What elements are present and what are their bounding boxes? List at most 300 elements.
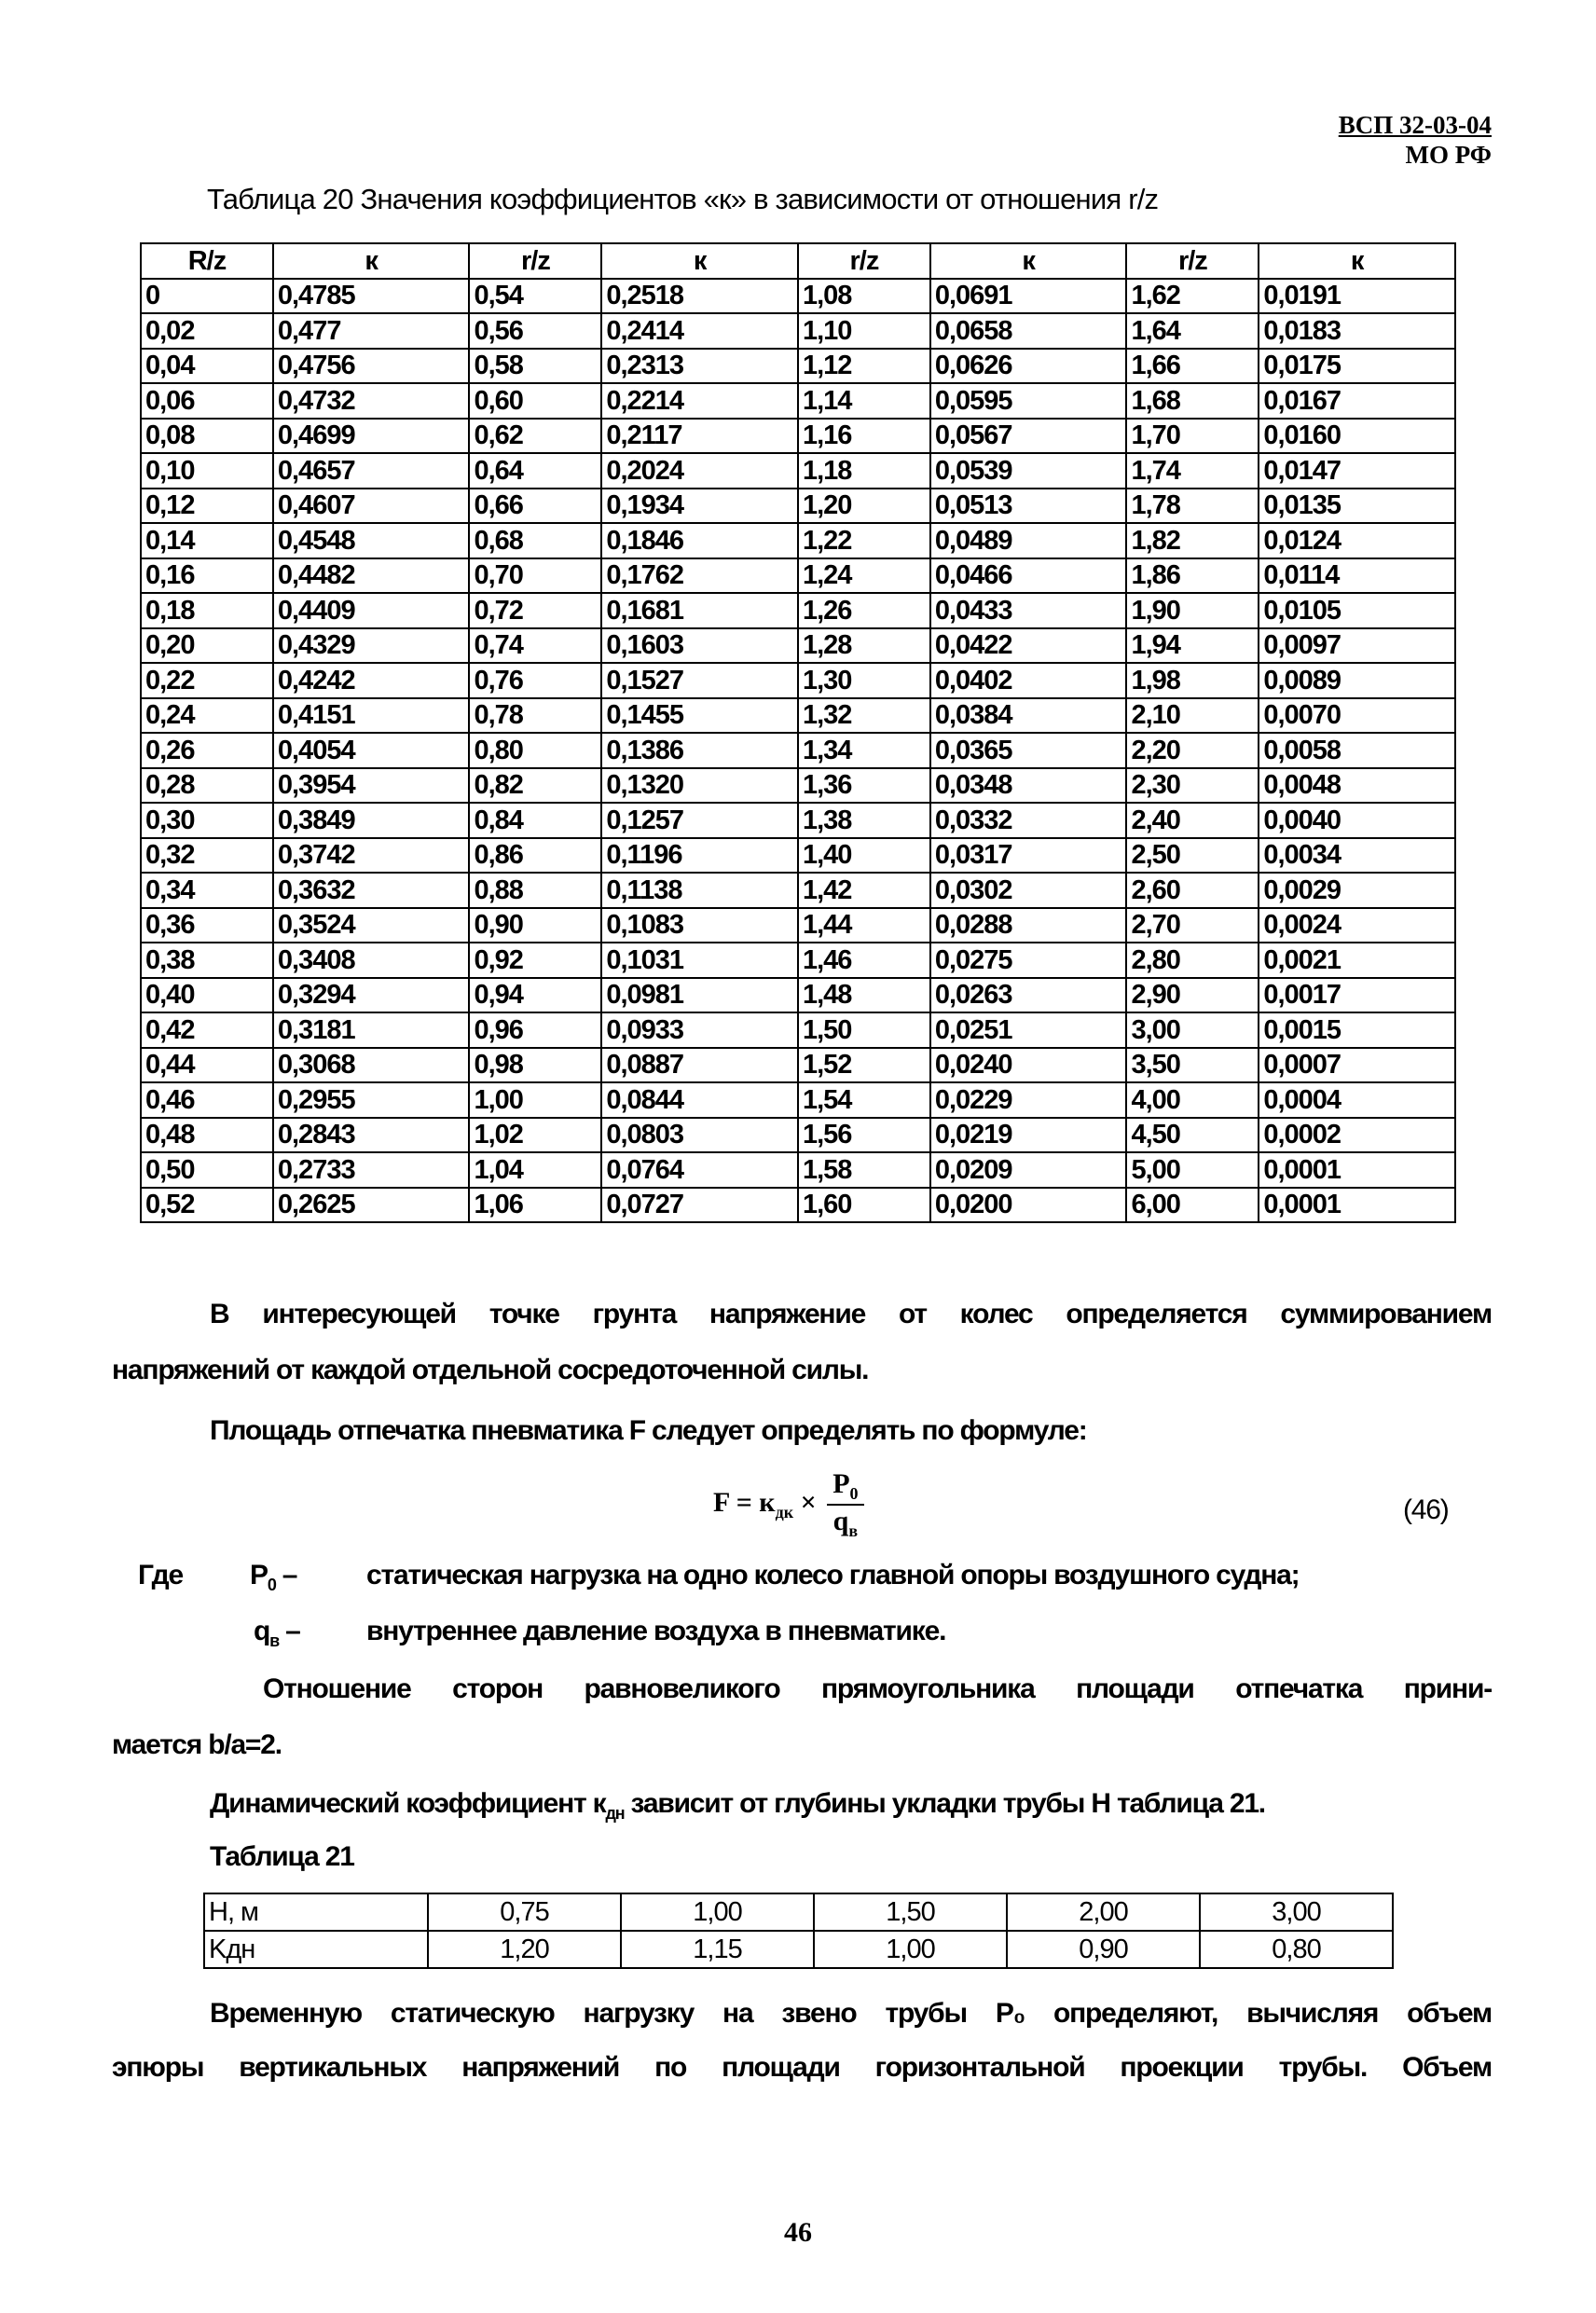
table-cell: 0,4409 [273, 593, 470, 628]
table-row [141, 593, 1455, 628]
table-row [141, 1118, 1455, 1153]
table-cell: 0,32 [141, 838, 273, 874]
table-cell: 0,0466 [930, 558, 1127, 594]
table-row [141, 523, 1455, 558]
table-cell: 0,42 [141, 1012, 273, 1048]
symbol-sub: в [269, 1631, 280, 1650]
table-cell: 1,32 [798, 698, 930, 734]
table-cell: 0,4151 [273, 698, 470, 734]
table-row [141, 1048, 1455, 1083]
table-cell: 1,18 [798, 453, 930, 489]
table-cell: 0,4732 [273, 383, 470, 419]
formula-numerator: P [832, 1468, 850, 1499]
table-cell: 0,0422 [930, 628, 1127, 664]
table-cell: 0,14 [141, 523, 273, 558]
table20-title: Таблица 20 Значения коэффициентов «к» в зависимости от отношения r/z [207, 183, 1159, 215]
table-cell: 0,0160 [1259, 419, 1455, 454]
table-cell: 0,0844 [601, 1082, 798, 1118]
where-text-qv: внутреннее давление воздуха в пневматике. [366, 1616, 946, 1646]
table-cell: 4,50 [1126, 1118, 1259, 1153]
subscript: дн [605, 1804, 625, 1823]
table-cell: 1,94 [1126, 628, 1259, 664]
table-row [141, 978, 1455, 1013]
table-cell: 0,0029 [1259, 873, 1455, 908]
table-cell: 0,02 [141, 313, 273, 349]
table-cell: 0,80 [469, 733, 601, 768]
table-cell: 0,3742 [273, 838, 470, 874]
table-cell: 0,0764 [601, 1152, 798, 1188]
table-cell: 0,0040 [1259, 803, 1455, 838]
table-cell: 0,38 [141, 943, 273, 978]
table-cell: 0,3068 [273, 1048, 470, 1083]
table-cell: 0,477 [273, 313, 470, 349]
table-cell: 0,0803 [601, 1118, 798, 1153]
table-cell: 0 [141, 279, 273, 314]
table-cell: 0,0209 [930, 1152, 1127, 1188]
formula-denominator: q [832, 1506, 849, 1536]
table-cell: 0,64 [469, 453, 601, 489]
table-cell: 1,38 [798, 803, 930, 838]
table-cell: 0,2313 [601, 349, 798, 384]
table-cell: 0,66 [469, 489, 601, 524]
table-cell: 0,58 [469, 349, 601, 384]
table-cell: 1,06 [469, 1188, 601, 1223]
table-cell: 0,1527 [601, 663, 798, 698]
table-cell: 1,74 [1126, 453, 1259, 489]
table-cell: 0,0240 [930, 1048, 1127, 1083]
table-cell: 0,04 [141, 349, 273, 384]
table-cell: 0,0489 [930, 523, 1127, 558]
table-row [141, 838, 1455, 874]
table-row [141, 873, 1455, 908]
table-cell: Kдн [204, 1931, 428, 1968]
table-cell: 0,2625 [273, 1188, 470, 1223]
table-cell: 0,75 [428, 1893, 621, 1931]
table-cell: 0,0175 [1259, 349, 1455, 384]
table-cell: 0,1846 [601, 523, 798, 558]
column-header: r/z [469, 243, 601, 279]
table-cell: 1,28 [798, 628, 930, 664]
table-cell: 0,92 [469, 943, 601, 978]
table-cell: 0,06 [141, 383, 273, 419]
table-cell: 1,00 [621, 1893, 814, 1931]
table-cell: 2,20 [1126, 733, 1259, 768]
table-row [141, 943, 1455, 978]
table-cell: 1,15 [621, 1931, 814, 1968]
table-cell: 0,0105 [1259, 593, 1455, 628]
table-cell: 0,0981 [601, 978, 798, 1013]
table-cell: 1,42 [798, 873, 930, 908]
table-cell: 1,30 [798, 663, 930, 698]
dash: – [285, 1616, 300, 1646]
table-cell: 0,0251 [930, 1012, 1127, 1048]
table-cell: 0,1196 [601, 838, 798, 874]
table-cell: 4,00 [1126, 1082, 1259, 1118]
table-cell: 0,12 [141, 489, 273, 524]
table-cell: 0,1257 [601, 803, 798, 838]
table-cell: 0,3294 [273, 978, 470, 1013]
table-cell: 1,70 [1126, 419, 1259, 454]
table-cell: 1,26 [798, 593, 930, 628]
table-cell: 0,68 [469, 523, 601, 558]
table-row [141, 733, 1455, 768]
where-symbol-qv [254, 1604, 300, 1669]
table-cell: 1,08 [798, 279, 930, 314]
table-cell: 0,28 [141, 768, 273, 804]
table-cell: 0,4657 [273, 453, 470, 489]
table-cell: 0,98 [469, 1048, 601, 1083]
table-row [141, 628, 1455, 664]
document-org: МО РФ [1405, 141, 1492, 169]
table-cell: 0,08 [141, 419, 273, 454]
table-cell: 0,4548 [273, 523, 470, 558]
table-cell: 0,0017 [1259, 978, 1455, 1013]
dash: – [282, 1560, 297, 1590]
table-cell: 0,3181 [273, 1012, 470, 1048]
table-cell: 0,0114 [1259, 558, 1455, 594]
table-cell: 0,90 [469, 908, 601, 943]
table-cell: 0,0433 [930, 593, 1127, 628]
table-cell: 2,80 [1126, 943, 1259, 978]
table-cell: 0,0658 [930, 313, 1127, 349]
column-header: r/z [1126, 243, 1259, 279]
table-cell: 1,58 [798, 1152, 930, 1188]
formula-numerator-sub: 0 [849, 1484, 859, 1503]
table-cell: 1,20 [428, 1931, 621, 1968]
table-cell: 0,44 [141, 1048, 273, 1083]
table-row [141, 908, 1455, 943]
table-cell: 1,62 [1126, 279, 1259, 314]
table-cell: 0,88 [469, 873, 601, 908]
table-cell: 0,0263 [930, 978, 1127, 1013]
table-cell: 0,0034 [1259, 838, 1455, 874]
table-cell: 0,20 [141, 628, 273, 664]
table-cell: 0,50 [141, 1152, 273, 1188]
table-cell: 0,4756 [273, 349, 470, 384]
table-cell: 0,3408 [273, 943, 470, 978]
paragraph-5-line-1: Временную статическую нагрузку на звено трубы P₀ определяют, вычисляя объем [210, 1998, 1492, 2029]
table-cell: 0,4054 [273, 733, 470, 768]
page-number: 46 [784, 2217, 812, 2248]
table-cell: 0,26 [141, 733, 273, 768]
table-cell: 2,90 [1126, 978, 1259, 1013]
symbol: q [254, 1616, 270, 1646]
table-cell: 1,54 [798, 1082, 930, 1118]
table-cell: 0,0058 [1259, 733, 1455, 768]
table-cell: 0,0001 [1259, 1152, 1455, 1188]
table-cell: 0,0097 [1259, 628, 1455, 664]
table-cell: 0,3524 [273, 908, 470, 943]
table-cell: 0,0288 [930, 908, 1127, 943]
table-cell: 0,3954 [273, 768, 470, 804]
text: Динамический коэффициент к [210, 1788, 606, 1819]
formula-number: (46) [1403, 1494, 1449, 1525]
table-row [141, 1012, 1455, 1048]
table-cell: 0,0887 [601, 1048, 798, 1083]
table-row [141, 698, 1455, 734]
table-cell: 0,1083 [601, 908, 798, 943]
table-cell: 0,84 [469, 803, 601, 838]
table-cell: 3,50 [1126, 1048, 1259, 1083]
table-cell: 2,70 [1126, 908, 1259, 943]
table-cell: 0,86 [469, 838, 601, 874]
table-row [141, 313, 1455, 349]
where-text-p0: статическая нагрузка на одно колесо главной опоры воздушного судна; [366, 1560, 1300, 1590]
table-cell: 0,0513 [930, 489, 1127, 524]
table-cell: 1,12 [798, 349, 930, 384]
table-cell: 0,90 [1007, 1931, 1200, 1968]
table-cell: 1,48 [798, 978, 930, 1013]
paragraph-2: Площадь отпечатка пневматика F следует определять по формуле: [210, 1415, 1087, 1446]
table-cell: 0,4607 [273, 489, 470, 524]
table-cell: 1,16 [798, 419, 930, 454]
table-cell: 0,0317 [930, 838, 1127, 874]
table-cell: 0,0402 [930, 663, 1127, 698]
table-cell: 0,2955 [273, 1082, 470, 1118]
table-cell: 0,74 [469, 628, 601, 664]
table-cell: 1,00 [469, 1082, 601, 1118]
table-cell: 1,46 [798, 943, 930, 978]
table-row [204, 1893, 1393, 1931]
table-cell: 0,4329 [273, 628, 470, 664]
table-cell: 0,0024 [1259, 908, 1455, 943]
table-cell: 0,0933 [601, 1012, 798, 1048]
table-cell: 0,0595 [930, 383, 1127, 419]
formula-46 [713, 1468, 864, 1541]
table-cell: 0,2214 [601, 383, 798, 419]
column-header: к [1259, 243, 1455, 279]
table-row [141, 489, 1455, 524]
table-cell: 0,2733 [273, 1152, 470, 1188]
table-cell: 0,36 [141, 908, 273, 943]
column-header: r/z [798, 243, 930, 279]
table-cell: 1,22 [798, 523, 930, 558]
table-cell: 1,68 [1126, 383, 1259, 419]
table-cell: 0,2414 [601, 313, 798, 349]
table-row [141, 1152, 1455, 1188]
table-cell: 0,22 [141, 663, 273, 698]
table-cell: 1,60 [798, 1188, 930, 1223]
formula-lhs-sub: дк [775, 1502, 794, 1521]
table-cell: 0,16 [141, 558, 273, 594]
table-cell: 0,0070 [1259, 698, 1455, 734]
table-row [141, 663, 1455, 698]
table-cell: 1,50 [798, 1012, 930, 1048]
table-21 [203, 1893, 1394, 1969]
table-cell: 0,1138 [601, 873, 798, 908]
table-cell: 1,14 [798, 383, 930, 419]
table-cell: 0,78 [469, 698, 601, 734]
table-cell: 0,3632 [273, 873, 470, 908]
table-cell: 0,0275 [930, 943, 1127, 978]
table-cell: 0,1386 [601, 733, 798, 768]
table-cell: 6,00 [1126, 1188, 1259, 1223]
table-cell: 0,4785 [273, 279, 470, 314]
table-cell: 1,10 [798, 313, 930, 349]
table-row [141, 349, 1455, 384]
formula-lhs: F = к [713, 1486, 776, 1518]
paragraph-5-line-2: эпюры вертикальных напряжений по площади горизонтальной проекции трубы. Объем [112, 2052, 1492, 2083]
table-cell: 2,60 [1126, 873, 1259, 908]
table-cell: 1,00 [814, 1931, 1007, 1968]
table-cell: 0,18 [141, 593, 273, 628]
table-cell: 0,4242 [273, 663, 470, 698]
table-row [141, 419, 1455, 454]
table-cell: 1,44 [798, 908, 930, 943]
column-header: к [930, 243, 1127, 279]
symbol-sub: 0 [267, 1576, 276, 1594]
table-cell: 0,96 [469, 1012, 601, 1048]
table-cell: 0,0626 [930, 349, 1127, 384]
table-cell: 1,86 [1126, 558, 1259, 594]
table-cell: 0,34 [141, 873, 273, 908]
table-cell: 0,1762 [601, 558, 798, 594]
table-cell: 0,0007 [1259, 1048, 1455, 1083]
paragraph-4 [210, 1776, 1265, 1841]
table-cell: 0,0365 [930, 733, 1127, 768]
table-row [141, 453, 1455, 489]
table-cell: 0,0384 [930, 698, 1127, 734]
table-cell: 0,94 [469, 978, 601, 1013]
table-cell: 0,24 [141, 698, 273, 734]
table-cell: 1,90 [1126, 593, 1259, 628]
table-cell: 0,0191 [1259, 279, 1455, 314]
table-cell: 0,62 [469, 419, 601, 454]
table-cell: 0,0229 [930, 1082, 1127, 1118]
table-row [141, 768, 1455, 804]
table-cell: 2,10 [1126, 698, 1259, 734]
table-cell: 1,52 [798, 1048, 930, 1083]
table-cell: 0,0001 [1259, 1188, 1455, 1223]
table-cell: 2,40 [1126, 803, 1259, 838]
document-header [1339, 110, 1492, 170]
table-row [141, 1082, 1455, 1118]
table-cell: 0,0015 [1259, 1012, 1455, 1048]
table-cell: 0,2518 [601, 279, 798, 314]
table-cell: 0,0021 [1259, 943, 1455, 978]
table-cell: H, м [204, 1893, 428, 1931]
paragraph-3-line-1: Отношение сторон равновеликого прямоугольника площади отпечатка прини- [263, 1673, 1492, 1704]
table-cell: 3,00 [1126, 1012, 1259, 1048]
table-cell: 1,64 [1126, 313, 1259, 349]
paragraph-1-line-1: В интересующей точке грунта напряжение от колес определяется суммированием [210, 1299, 1492, 1329]
table-cell: 0,54 [469, 279, 601, 314]
table-cell: 0,0048 [1259, 768, 1455, 804]
table-cell: 0,70 [469, 558, 601, 594]
symbol: P [250, 1560, 268, 1590]
formula-times: × [800, 1486, 817, 1518]
table-20 [140, 242, 1456, 1223]
table-cell: 0,82 [469, 768, 601, 804]
table-cell: 0,0727 [601, 1188, 798, 1223]
table-cell: 0,1455 [601, 698, 798, 734]
table-cell: 0,2117 [601, 419, 798, 454]
table-cell: 1,34 [798, 733, 930, 768]
table-cell: 0,0348 [930, 768, 1127, 804]
table-cell: 0,0124 [1259, 523, 1455, 558]
column-header: R/z [141, 243, 273, 279]
table-cell: 0,0167 [1259, 383, 1455, 419]
table-cell: 0,40 [141, 978, 273, 1013]
table-cell: 0,52 [141, 1188, 273, 1223]
table-cell: 0,0567 [930, 419, 1127, 454]
table-cell: 0,2024 [601, 453, 798, 489]
table-cell: 0,1603 [601, 628, 798, 664]
table-cell: 0,48 [141, 1118, 273, 1153]
table-cell: 0,0089 [1259, 663, 1455, 698]
table-cell: 1,02 [469, 1118, 601, 1153]
table-cell: 1,82 [1126, 523, 1259, 558]
document-code: ВСП 32-03-04 [1338, 111, 1492, 139]
table-cell: 1,50 [814, 1893, 1007, 1931]
table-cell: 0,0219 [930, 1118, 1127, 1153]
table-row [204, 1931, 1393, 1968]
table-cell: 0,0002 [1259, 1118, 1455, 1153]
table-cell: 5,00 [1126, 1152, 1259, 1188]
table-cell: 0,0183 [1259, 313, 1455, 349]
table-cell: 0,80 [1200, 1931, 1393, 1968]
table21-caption: Таблица 21 [210, 1841, 354, 1872]
table-row [141, 383, 1455, 419]
table-cell: 1,40 [798, 838, 930, 874]
table-cell: 2,50 [1126, 838, 1259, 874]
table-cell: 0,4482 [273, 558, 470, 594]
table-cell: 2,30 [1126, 768, 1259, 804]
table-cell: 0,0200 [930, 1188, 1127, 1223]
paragraph-1-line-2: напряжений от каждой отдельной сосредоточенной силы. [112, 1355, 869, 1385]
table-cell: 0,1320 [601, 768, 798, 804]
table-cell: 0,76 [469, 663, 601, 698]
table-cell: 0,1681 [601, 593, 798, 628]
table-cell: 3,00 [1200, 1893, 1393, 1931]
table-cell: 0,2843 [273, 1118, 470, 1153]
table-cell: 0,1934 [601, 489, 798, 524]
text: зависит от глубины укладки трубы H таблица 21. [624, 1788, 1265, 1819]
formula-fraction [827, 1468, 863, 1541]
table-cell: 1,36 [798, 768, 930, 804]
paragraph-3-line-2: мается b/a=2. [112, 1729, 282, 1760]
table-row [141, 803, 1455, 838]
table-cell: 1,24 [798, 558, 930, 594]
table-cell: 1,78 [1126, 489, 1259, 524]
table-cell: 1,66 [1126, 349, 1259, 384]
where-label: Где [138, 1560, 183, 1590]
table-row [141, 1188, 1455, 1223]
table-cell: 0,1031 [601, 943, 798, 978]
table-cell: 0,46 [141, 1082, 273, 1118]
table-header-row [141, 243, 1455, 279]
table-row [141, 279, 1455, 314]
table-cell: 0,0147 [1259, 453, 1455, 489]
table-cell: 0,72 [469, 593, 601, 628]
table-cell: 0,4699 [273, 419, 470, 454]
table-cell: 0,10 [141, 453, 273, 489]
table-cell: 0,0135 [1259, 489, 1455, 524]
table-cell: 0,3849 [273, 803, 470, 838]
table-cell: 0,56 [469, 313, 601, 349]
table-cell: 0,0302 [930, 873, 1127, 908]
column-header: к [601, 243, 798, 279]
table-cell: 0,0539 [930, 453, 1127, 489]
table-cell: 1,20 [798, 489, 930, 524]
table-cell: 1,56 [798, 1118, 930, 1153]
table-cell: 1,04 [469, 1152, 601, 1188]
table-cell: 0,60 [469, 383, 601, 419]
table-cell: 0,0691 [930, 279, 1127, 314]
table-cell: 0,0004 [1259, 1082, 1455, 1118]
table-cell: 0,30 [141, 803, 273, 838]
column-header: к [273, 243, 470, 279]
